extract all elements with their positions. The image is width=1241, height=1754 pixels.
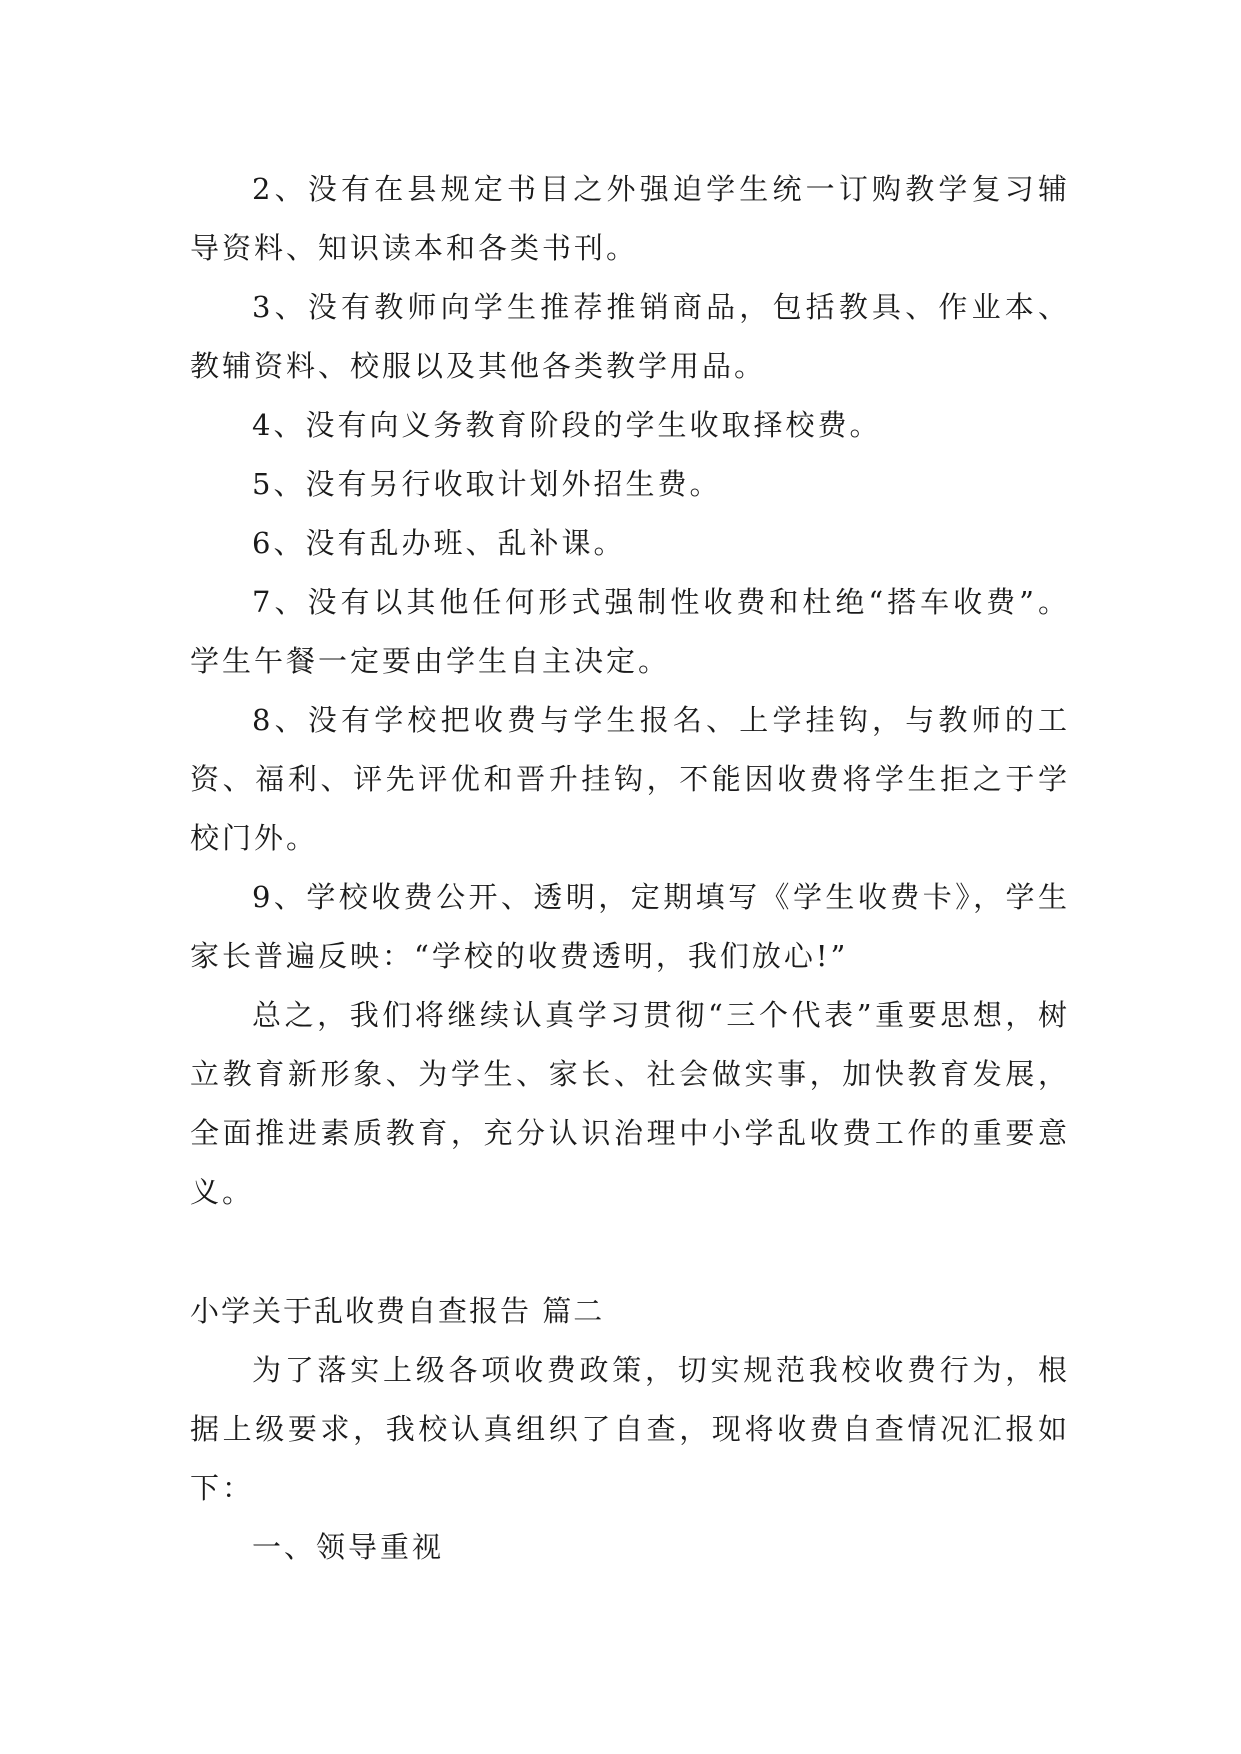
paragraph-item-7: 7、没有以其他任何形式强制性收费和杜绝“搭车收费”。学生午餐一定要由学生自主决定。 (190, 585, 1070, 678)
paragraph-item-3: 3、没有教师向学生推荐推销商品，包括教具、作业本、教辅资料、校服以及其他各类教学用品。 (190, 290, 1070, 383)
subheading-leadership: 一、领导重视 (252, 1530, 445, 1564)
paragraph-item-6: 6、没有乱办班、乱补课。 (252, 526, 626, 560)
paragraph-intro: 为了落实上级各项收费政策，切实规范我校收费行为，根据上级要求，我校认真组织了自查，现将收费自查情况汇报如下： (190, 1353, 1070, 1505)
paragraph-item-8: 8、没有学校把收费与学生报名、上学挂钩，与教师的工资、福利、评先评优和晋升挂钩，不能因收费将学生拒之于学校门外。 (190, 703, 1070, 855)
paragraph-item-2: 2、没有在县规定书目之外强迫学生统一订购教学复习辅导资料、知识读本和各类书刊。 (190, 172, 1070, 265)
section-two-title: 小学关于乱收费自查报告 篇二 (190, 1294, 605, 1328)
paragraph-item-9: 9、学校收费公开、透明，定期填写《学生收费卡》，学生家长普遍反映：“学校的收费透明，我们放心!” (190, 880, 1070, 973)
document-page (190, 160, 1070, 1577)
paragraph-conclusion: 总之，我们将继续认真学习贯彻“三个代表”重要思想，树立教育新形象、为学生、家长、社会做实事，加快教育发展，全面推进素质教育，充分认识治理中小学乱收费工作的重要意义。 (190, 998, 1070, 1209)
paragraph-item-5: 5、没有另行收取计划外招生费。 (252, 467, 722, 501)
paragraph-item-4: 4、没有向义务教育阶段的学生收取择校费。 (252, 408, 882, 442)
